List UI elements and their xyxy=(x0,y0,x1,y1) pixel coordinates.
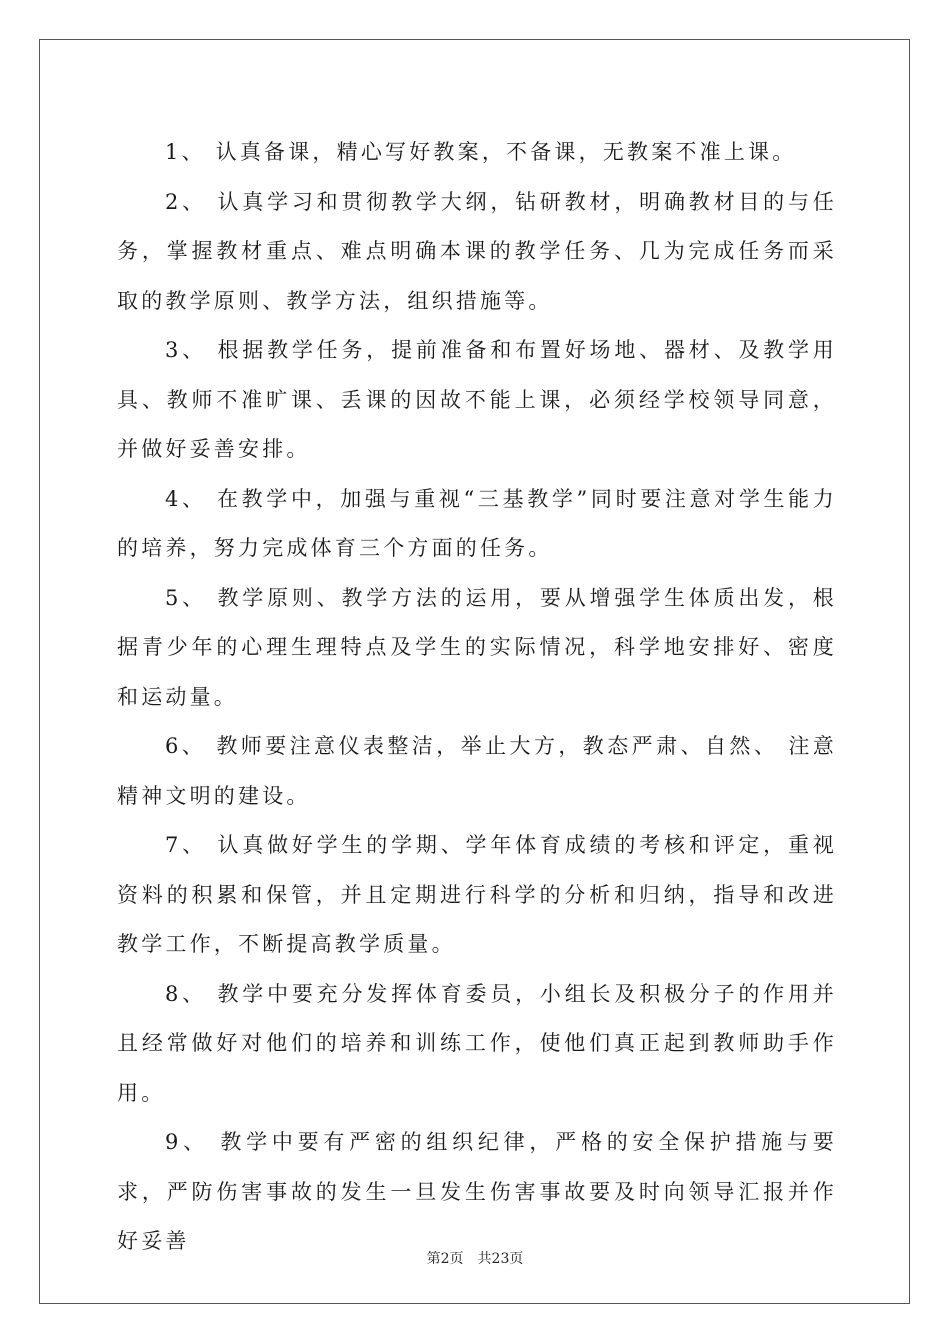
page-footer xyxy=(0,1248,950,1268)
paragraph-6: 6、 教师要注意仪表整洁，举止大方，教态严肃、自然、 注意精神文明的建设。 xyxy=(117,734,837,808)
paragraph-9: 9、 教学中要有严密的组织纪律，严格的安全保护措施与要求，严防伤害事故的发生一旦发生伤害事故要及时向领导汇报并作好妥善 xyxy=(117,1130,837,1253)
paragraph-2: 2、 认真学习和贯彻教学大纲，钻研教材，明确教材目的与任务，掌握教材重点、难点明确本课的教学任务、几为完成任务而采取的教学原则、教学方法，组织措施等。 xyxy=(117,189,837,313)
paragraph-5: 5、 教学原则、教学方法的运用，要从增强学生体质出发，根据青少年的心理生理特点及学生的实际情况，科学地安排好、密度和运动量。 xyxy=(117,585,837,709)
page-number-total: 共23页 xyxy=(477,1251,524,1267)
paragraph-1: 1、 认真备课，精心写好教案，不备课，无教案不准上课。 xyxy=(165,140,797,164)
page-number-current: 第2页 xyxy=(426,1251,464,1267)
paragraph-4: 4、 在教学中，加强与重视“三基教学”同时要注意对学生能力的培养，努力完成体育三个方面的任务。 xyxy=(117,486,837,560)
paragraph-3: 3、 根据教学任务，提前准备和布置好场地、器材、及教学用具、教师不准旷课、丢课的因故不能上课，必须经学校领导同意，并做好妥善安排。 xyxy=(117,338,837,461)
paragraph-8: 8、 教学中要充分发挥体育委员，小组长及积极分子的作用并且经常做好对他们的培养和训练工作，使他们真正起到教师助手作用。 xyxy=(117,981,837,1105)
paragraph-7: 7、 认真做好学生的学期、学年体育成绩的考核和评定，重视资料的积累和保管，并且定期进行科学的分析和归纳，指导和改进教学工作，不断提高教学质量。 xyxy=(117,833,837,956)
document-body xyxy=(117,128,837,1267)
